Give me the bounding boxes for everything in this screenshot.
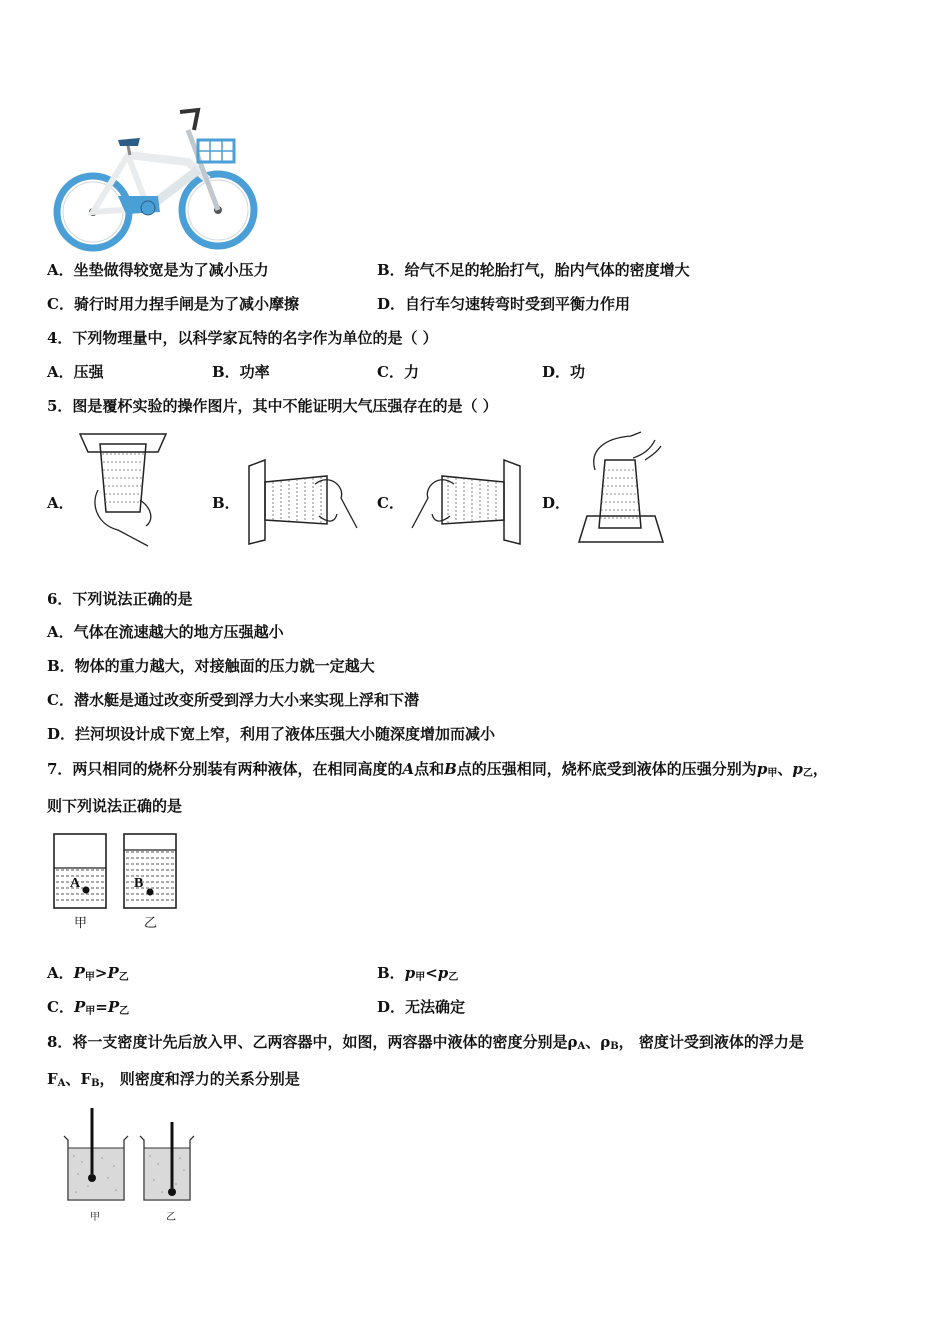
q7-fig-label-a: A <box>70 876 81 891</box>
q5-label-c: C． <box>377 494 404 512</box>
q8-sep: 、 <box>585 1033 601 1051</box>
q6-option-d: D．拦河坝设计成下宽上窄，利用了液体压强大小随深度增加而减小 <box>47 725 496 743</box>
q8-fig-caption-yi: 乙 <box>166 1212 176 1223</box>
q8-f-a: F <box>47 1070 58 1088</box>
q7-option-a-sub1: 甲 <box>84 972 95 983</box>
q7-figure <box>50 830 190 940</box>
q8-stem-line2-end: ， 则密度和浮力的关系分别是 <box>99 1070 300 1088</box>
q4-stem: 4．下列物理量中，以科学家瓦特的名字作为单位的是（ ） <box>47 329 438 347</box>
q8-rho-b: ρ <box>600 1033 611 1051</box>
q5-stem: 5．图是覆杯实验的操作图片，其中不能证明大气压强存在的是（ ） <box>47 397 498 415</box>
q4-option-b: B．功率 <box>212 363 270 381</box>
q4-option-a: A．压强 <box>47 363 104 381</box>
q7-option-a-label: A． <box>47 964 74 982</box>
q7-option-d: D．无法确定 <box>377 998 466 1016</box>
q7-option-c-p2: P <box>107 998 120 1016</box>
q5-figure-b <box>245 458 360 548</box>
q7-fig-caption-jia: 甲 <box>74 916 88 931</box>
q7-stem-end: ， <box>812 760 828 778</box>
q7-stem-part2: 点和 <box>414 760 445 778</box>
q5-figure-a <box>78 430 168 550</box>
q7-option-c-p1: P <box>73 998 86 1016</box>
q8-sub-a: A <box>577 1041 586 1052</box>
q7-option-b-p2: p <box>437 964 449 982</box>
q7-p-jia: p <box>756 760 768 778</box>
q8-sub-b: B <box>610 1041 619 1052</box>
q7-option-a-op: > <box>94 964 108 982</box>
q5-label-b: B． <box>212 494 240 512</box>
q7-option-b <box>377 963 458 988</box>
q5-label-d: D． <box>542 494 571 512</box>
q8-f-sub-b: B <box>91 1078 100 1089</box>
q5-figure-c <box>410 458 525 548</box>
q7-fig-label-b: B <box>134 876 144 891</box>
q7-option-c-op: = <box>95 998 108 1016</box>
q7-fig-caption-yi: 乙 <box>144 916 158 931</box>
q8-f-sep: 、 <box>65 1070 81 1088</box>
q4-option-d: D．功 <box>542 363 586 381</box>
q7-option-a <box>47 963 129 988</box>
q8-figure <box>58 1100 208 1225</box>
q6-option-c: C．潜水艇是通过改变所受到浮力大小来实现上浮和下潜 <box>47 691 419 709</box>
q3-option-b: B．给气不足的轮胎打气，胎内气体的密度增大 <box>377 261 690 279</box>
q8-rho-a: ρ <box>567 1033 578 1051</box>
q7-point-a: A <box>402 760 415 778</box>
q7-stem-part1: 7．两只相同的烧杯分别装有两种液体，在相同高度的 <box>47 760 403 778</box>
q8-f-b: F <box>80 1070 92 1088</box>
q6-option-b: B．物体的重力越大，对接触面的压力就一定越大 <box>47 657 375 675</box>
q7-option-a-p1: P <box>73 964 85 982</box>
q7-option-b-sub1: 甲 <box>415 972 426 983</box>
q3-option-c: C．骑行时用力捏手闸是为了减小摩擦 <box>47 295 299 313</box>
q7-option-a-sub2: 乙 <box>118 972 129 983</box>
bicycle-figure <box>48 100 268 250</box>
q7-sub-jia: 甲 <box>767 768 778 779</box>
q7-stem <box>47 759 828 784</box>
q5-figure-d <box>575 430 670 550</box>
q8-stem <box>47 1032 804 1057</box>
q3-option-a: A．坐垫做得较宽是为了减小压力 <box>47 261 269 279</box>
q7-option-c-sub1: 甲 <box>85 1006 96 1017</box>
q5-label-a: A． <box>47 494 74 512</box>
q7-stem-part3: 点的压强相同，烧杯底受到液体的压强分别为 <box>456 760 757 778</box>
q7-option-c <box>47 997 129 1022</box>
q7-option-c-label: C． <box>47 998 74 1016</box>
q7-option-b-label: B． <box>377 964 405 982</box>
q7-option-b-op: < <box>425 964 438 982</box>
q8-stem-part1: 8．将一支密度计先后放入甲、乙两容器中，如图，两容器中液体的密度分别是 <box>47 1033 568 1051</box>
q4-option-c: C．力 <box>377 363 419 381</box>
q7-option-a-p2: P <box>107 964 119 982</box>
q7-option-c-sub2: 乙 <box>119 1006 130 1017</box>
q7-option-b-p1: p <box>404 964 416 982</box>
q6-stem: 6．下列说法正确的是 <box>47 590 193 608</box>
q7-point-b: B <box>444 760 457 778</box>
q8-stem-line2 <box>47 1069 300 1094</box>
q8-fig-caption-jia: 甲 <box>90 1212 100 1223</box>
q7-stem-line2: 则下列说法正确的是 <box>47 797 183 815</box>
q7-sub-yi: 乙 <box>802 768 813 779</box>
q6-option-a: A．气体在流速越大的地方压强越小 <box>47 623 284 641</box>
q8-stem-part2: ， 密度计受到液体的浮力是 <box>618 1033 804 1051</box>
q8-f-sub-a: A <box>57 1078 66 1089</box>
q3-option-d: D．自行车匀速转弯时受到平衡力作用 <box>377 295 631 313</box>
q7-p-yi: p <box>792 760 803 778</box>
q7-sep: 、 <box>777 760 793 778</box>
q7-option-b-sub2: 乙 <box>448 972 459 983</box>
